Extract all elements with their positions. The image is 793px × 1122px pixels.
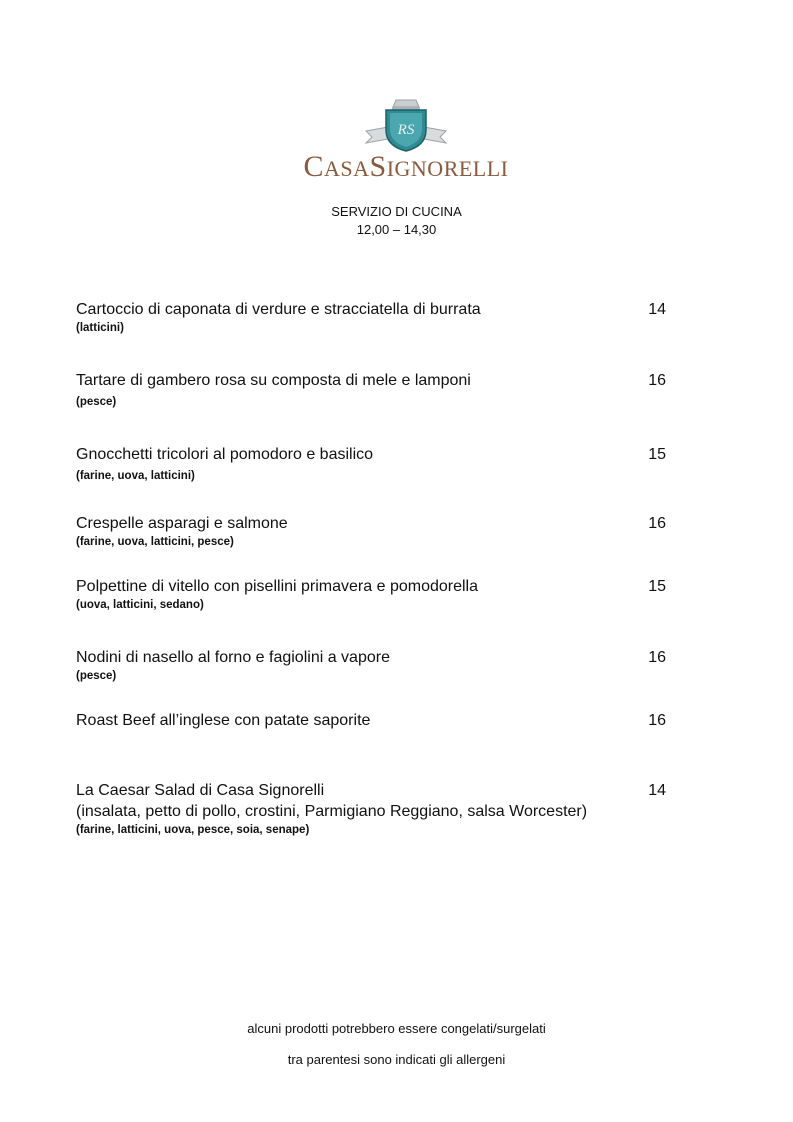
dish-name: Tartare di gambero rosa su composta di mele e lamponi <box>76 372 471 389</box>
menu-item <box>76 370 676 410</box>
dish-price: 16 <box>648 649 666 666</box>
allergens-note: (pesce) <box>76 670 117 682</box>
menu-item <box>76 513 676 550</box>
service-title: SERVIZIO DI CUCINA <box>331 204 462 219</box>
dish-name: Cartoccio di caponata di verdure e stracciatella di burrata <box>76 301 481 318</box>
menu-item <box>76 299 676 336</box>
dish-name: La Caesar Salad di Casa Signorelli <box>76 782 325 799</box>
dish-price: 14 <box>648 301 666 318</box>
dish-name: Gnocchetti tricolori al pomodoro e basilico <box>76 446 374 463</box>
dish-price: 15 <box>648 446 666 463</box>
brand-wordmark: CASASIGNORELLI <box>303 150 509 183</box>
dish-price: 16 <box>648 515 666 532</box>
casa-signorelli-logo <box>300 96 512 186</box>
dish-name: Nodini di nasello al forno e fagiolini a vapore <box>76 649 390 666</box>
dish-name: Roast Beef all’inglese con patate saporite <box>76 712 371 729</box>
service-header <box>0 203 793 239</box>
allergens-note: (farine, uova, latticini, pesce) <box>76 536 234 548</box>
service-hours: 12,00 – 14,30 <box>356 222 437 237</box>
dish-price: 15 <box>648 578 666 595</box>
menu-item <box>76 780 676 838</box>
dish-name: Polpettine di vitello con pisellini primavera e pomodorella <box>76 578 478 595</box>
footer-frozen-note: alcuni prodotti potrebbero essere congelati/surgelati <box>247 1021 546 1036</box>
allergens-note: (pesce) <box>76 396 117 408</box>
crest-emblem <box>300 96 512 152</box>
menu-item <box>76 444 676 484</box>
dish-price: 16 <box>648 712 666 729</box>
footer-allergen-note: tra parentesi sono indicati gli allergeni <box>287 1052 506 1067</box>
menu-item <box>76 576 676 613</box>
allergens-note: (latticini) <box>76 322 124 334</box>
dish-price: 16 <box>648 372 666 389</box>
allergens-note: (farine, latticini, uova, pesce, soia, senape) <box>76 824 310 836</box>
allergens-note: (uova, latticini, sedano) <box>76 599 204 611</box>
dish-name: Crespelle asparagi e salmone <box>76 515 288 532</box>
svg-text:RS: RS <box>397 122 415 138</box>
dish-price: 14 <box>648 782 666 799</box>
dish-description: (insalata, petto di pollo, crostini, Parmigiano Reggiano, salsa Worcester) <box>76 803 588 820</box>
menu-item <box>76 647 676 684</box>
allergens-note: (farine, uova, latticini) <box>76 470 195 482</box>
menu-item <box>76 710 676 731</box>
